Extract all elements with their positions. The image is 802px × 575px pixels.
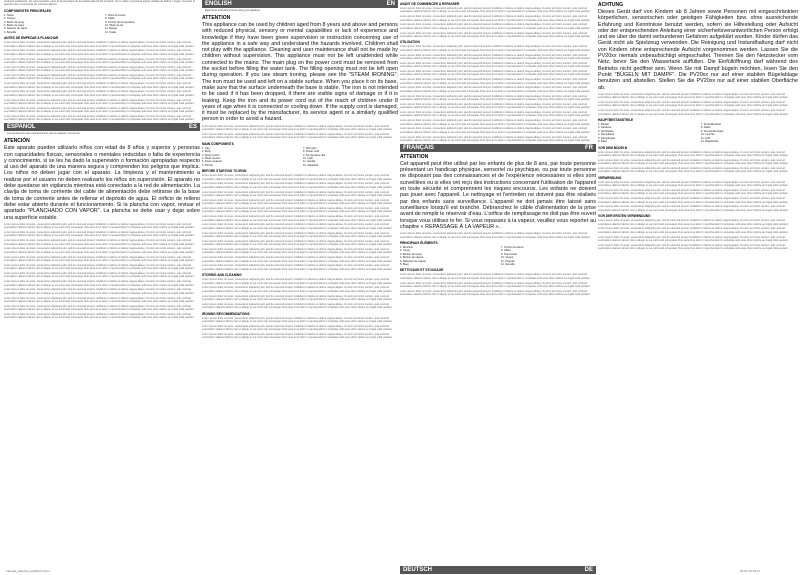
list-item: 6. Buse (400, 262, 409, 266)
list-item: 1. Bouchon (400, 245, 414, 249)
warning-title: ATTENTION (202, 15, 231, 21)
list-item: 10. Voyant (501, 256, 514, 260)
list-item: 10. Light (303, 156, 313, 160)
list-item: 7. Kontrollleuchte (701, 123, 722, 127)
list-item: 11. Griff (701, 136, 710, 140)
list-item: 1. Deckel (598, 123, 609, 127)
list-item: 9. Control de temperatura (105, 20, 135, 24)
list-item: 4. Dampftaste (598, 133, 615, 137)
list-item: 6. Boquilla (4, 30, 17, 34)
body-text: Lorem ipsum dolor sit amet, consectetur adipiscing elit, sed do eiusmod tempor incididunt ut labore et dolore magna aliqua. Ut enim ad minim veniam, quis nostrud exercitation ullamco laboris nisi ut aliquip ex ea commodo consequat. Duis aute irure dolor in reprehenderit in voluptate velit esse cillum dolore eu fugiat nulla pariatur. Lorem ipsum dolor sit amet, consectetur adipiscing elit, sed do eiusmod tempor incididunt ut labore et dolore magna aliqua. Ut enim ad minim veniam, quis nostrud exercitation ullamco laboris nisi ut aliquip ex ea commodo consequat. Duis aute irure dolor in reprehenderit in voluptate velit esse cillum dolore eu fugiat nulla pariatur. Lorem ipsum dolor sit amet, consectetur adipiscing elit, sed do eiusmod tempor incididunt ut labore et dolore magna aliqua. Ut enim ad minim veniam, quis nostrud exercitation ullamco laboris nisi ut aliquip ex ea commodo consequat. Duis aute irure dolor in reprehenderit in voluptate velit esse cillum dolore eu fugiat nulla pariatur. (598, 92, 789, 116)
list-item: 5. Dampfregler (598, 136, 616, 140)
use-title: UTILISATION (400, 40, 420, 45)
warning-text: Cet appareil peut être utilisé par les enfants de plus de 8 ans, par toute personne présentant un handicap physique, sensoriel ou psychique, ou par toute personne ne disposant pas des connaissances et de l'expérience nécessaires si elles sont surveillées ou si elles ont reçu des instructions concernant l'utilisation de l'appareil en toute sécurité et comprennent les risques encourus. Les enfants ne doivent pas jouer avec l'appareil. Le nettoyage et l'entretien ne doivent pas être réalisés par des enfants sans surveillance. L'appareil ne doit jamais être laissé sans surveillance lorsqu'il est branché. Débranchez le câble d'alimentation de la prise avant de remplir le réservoir d'eau. L'orifice de remplissage ne doit pas être ouvert lorsque vous utilisez le fer. Si vous repassez à la vapeur, veuillez vous reporter au chapitre « REPASSAGE À LA VAPEUR ». (400, 160, 596, 230)
warning-text: Este aparato pueden utilizarlo niños con edad de 8 años y superior y personas con capacidades físicas, sensoriales o mentales reducidas o falta de experiencia y conocimiento, si se les ha dado la supervisión o formación apropiadas respecto al uso del aparato de una manera segura y comprenden los peligros que implica. Los niños no deben jugar con el aparato. La limpieza y el mantenimiento a realizar por el usuario no deben realizarlo los niños sin supervisión. El aparato no debe quedarse sin vigilancia mientras está conectado a la red de alimentación. La clavija de toma de corriente del cable de alimentación debe retirarse de la base de toma de corriente antes de rellenar el depósito de agua. El orificio de relleno debe estar abierto durante el funcionamiento. Si la plancha con vapor, revisar el apartado "PLANCHADO CON VAPOR". La plancha se debe usar y dejar sobre una superficie estable. (4, 145, 200, 221)
components-title: MAIN COMPONENTS (202, 141, 234, 146)
list-item: 6. Nozzle (202, 163, 213, 167)
list-item: 8. Cable (105, 17, 115, 21)
list-item: 7. Témoin lumineux (501, 245, 524, 249)
list-item: 9. Thermostat (501, 252, 517, 256)
list-item: 7. Piloto luminoso (105, 13, 126, 17)
warning-title: ATENCIÓN (4, 138, 30, 145)
ironing-title: IRONING RECOMMENDATIONS (202, 311, 250, 316)
before-title: BEFORE STARTING TO IRON (202, 169, 247, 174)
body-text: Lorem ipsum dolor sit amet, consectetur adipiscing elit, sed do eiusmod tempor incididunt ut labore et dolore magna aliqua. Ut enim ad minim veniam, quis nostrud exercitation ullamco laboris nisi ut aliquip ex ea commodo consequat. Duis aute irure dolor in reprehenderit in voluptate velit esse cillum dolore eu fugiat nulla pariatur. Lorem ipsum dolor sit amet, consectetur adipiscing elit, sed do eiusmod tempor incididunt ut labore et dolore magna aliqua. Ut enim ad minim veniam, quis nostrud exercitation ullamco laboris nisi ut aliquip ex ea commodo consequat. Duis aute irure dolor in reprehenderit in voluptate velit esse cillum dolore eu fugiat nulla pariatur. Lorem ipsum dolor sit amet, consectetur adipiscing elit, sed do eiusmod tempor incididunt ut labore et dolore magna aliqua. Ut enim ad minim veniam, quis nostrud exercitation ullamco laboris nisi ut aliquip ex ea commodo consequat. Duis aute irure dolor in reprehenderit in voluptate velit esse cillum dolore eu fugiat nulla pariatur. Lorem ipsum dolor sit amet, consectetur adipiscing elit, sed do eiusmod tempor incididunt ut labore et dolore magna aliqua. Ut enim ad minim veniam, quis nostrud exercitation ullamco laboris nisi ut aliquip ex ea commodo consequat. Duis aute irure dolor in reprehenderit in voluptate velit esse cillum dolore eu fugiat nulla pariatur. Lorem ipsum dolor sit amet, consectetur adipiscing elit, sed do eiusmod tempor incididunt ut labore et dolore magna aliqua. Ut enim ad minim veniam, quis nostrud exercitation ullamco laboris nisi ut aliquip ex ea commodo consequat. Duis aute irure dolor in reprehenderit in voluptate velit esse cillum dolore eu fugiat nulla pariatur. Lorem ipsum dolor sit amet, consectetur adipiscing elit, sed do eiusmod tempor incididunt ut labore et dolore magna aliqua. Ut enim ad minim veniam, quis nostrud exercitation ullamco laboris nisi ut aliquip ex ea commodo consequat. Duis aute irure dolor in reprehenderit in voluptate velit esse cillum dolore eu fugiat nulla pariatur. Lorem ipsum dolor sit amet, consectetur adipiscing elit, sed do eiusmod tempor incididunt ut labore et dolore magna aliqua. Ut enim ad minim veniam, quis nostrud exercitation ullamco laboris nisi ut aliquip ex ea commodo consequat. Duis aute irure dolor in reprehenderit in voluptate velit esse cillum dolore eu fugiat nulla pariatur. Lorem ipsum dolor sit amet, consectetur adipiscing elit, sed do eiusmod tempor incididunt ut labore et dolore magna aliqua. Ut enim ad minim veniam, quis nostrud exercitation ullamco laboris nisi ut aliquip ex ea commodo consequat. Duis aute irure dolor in reprehenderit in voluptate velit esse cillum dolore eu fugiat nulla pariatur. Lorem ipsum dolor sit amet, consectetur adipiscing elit, sed do eiusmod tempor incididunt ut labore et dolore magna aliqua. Ut enim ad minim veniam, quis nostrud exercitation ullamco laboris nisi ut aliquip ex ea commodo consequat. Duis aute irure dolor in reprehenderit in voluptate velit esse cillum dolore eu fugiat nulla pariatur. Lorem ipsum dolor sit amet, consectetur adipiscing elit, sed do eiusmod tempor incididunt ut labore et dolore magna aliqua. Ut enim ad minim veniam, quis nostrud exercitation ullamco laboris nisi ut aliquip ex ea commodo consequat. Duis aute irure dolor in reprehenderit in voluptate velit esse cillum dolore eu fugiat nulla pariatur. (4, 41, 195, 122)
components-title: PRINCIPAUX ÉLÉMENTS (400, 240, 438, 245)
language-header-fr: FRANÇAIS FR (400, 144, 596, 152)
warning-title: ACHTUNG (598, 2, 623, 8)
list-item: 5. Sélecteur de vapeur (400, 259, 427, 263)
list-item: 11. Poignée (501, 259, 515, 263)
before-title: ANTES DE EMPEZAR A PLANCHAR (4, 36, 59, 41)
use-title: VERWENDUNG (598, 175, 622, 180)
list-item: 12. Semelle (501, 262, 515, 266)
body-text: Lorem ipsum dolor sit amet, consectetur adipiscing elit, sed do eiusmod tempor incididunt ut labore et dolore magna aliqua. Ut enim ad minim veniam, quis nostrud exercitation ullamco laboris nisi ut aliquip ex ea commodo consequat. Duis aute irure dolor in reprehenderit in voluptate velit esse cillum dolore eu fugiat nulla pariatur. Lorem ipsum dolor sit amet, consectetur adipiscing elit, sed do eiusmod tempor incididunt ut labore et dolore magna aliqua. Ut enim ad minim veniam, quis nostrud exercitation ullamco laboris nisi ut aliquip ex ea commodo consequat. Duis aute irure dolor in reprehenderit in voluptate velit esse cillum dolore eu fugiat nulla pariatur. Lorem ipsum dolor sit amet, consectetur adipiscing elit, sed do eiusmod tempor incididunt ut labore et dolore magna aliqua. Ut enim ad minim veniam, quis nostrud exercitation ullamco laboris nisi ut aliquip ex ea commodo consequat. Duis aute irure dolor in reprehenderit in voluptate velit esse cillum dolore eu fugiat nulla pariatur. Lorem ipsum dolor sit amet, consectetur adipiscing elit, sed do eiusmod tempor incididunt ut labore et dolore magna aliqua. Ut enim ad minim veniam, quis nostrud exercitation ullamco laboris nisi ut aliquip ex ea commodo consequat. Duis aute irure dolor in reprehenderit in voluptate velit esse cillum dolore eu fugiat nulla pariatur. Lorem ipsum dolor sit amet, consectetur adipiscing elit, sed do eiusmod tempor incididunt ut labore et dolore magna aliqua. Ut enim ad minim veniam, quis nostrud exercitation ullamco laboris nisi ut aliquip ex ea commodo consequat. Duis aute irure dolor in reprehenderit in voluptate velit esse cillum dolore eu fugiat nulla pariatur. Lorem ipsum dolor sit amet, consectetur adipiscing elit, sed do eiusmod tempor incididunt ut labore et dolore magna aliqua. Ut enim ad minim veniam, quis nostrud exercitation ullamco laboris nisi ut aliquip ex ea commodo consequat. Duis aute irure dolor in reprehenderit in voluptate velit esse cillum dolore eu fugiat nulla pariatur. Lorem ipsum dolor sit amet, consectetur adipiscing elit, sed do eiusmod tempor incididunt ut labore et dolore magna aliqua. Ut enim ad minim veniam, quis nostrud exercitation ullamco laboris nisi ut aliquip ex ea commodo consequat. Duis aute irure dolor in reprehenderit in voluptate velit esse cillum dolore eu fugiat nulla pariatur. Lorem ipsum dolor sit amet, consectetur adipiscing elit, sed do eiusmod tempor incididunt ut labore et dolore magna aliqua. Ut enim ad minim veniam, quis nostrud exercitation ullamco laboris nisi ut aliquip ex ea commodo consequat. Duis aute irure dolor in reprehenderit in voluptate velit esse cillum dolore eu fugiat nulla pariatur. Lorem ipsum dolor sit amet, consectetur adipiscing elit, sed do eiusmod tempor incididunt ut labore et dolore magna aliqua. Ut enim ad minim veniam, quis nostrud exercitation ullamco laboris nisi ut aliquip ex ea commodo consequat. Duis aute irure dolor in reprehenderit in voluptate velit esse cillum dolore eu fugiat nulla pariatur. Lorem ipsum dolor sit amet, consectetur adipiscing elit, sed do eiusmod tempor incididunt ut labore et dolore magna aliqua. Ut enim ad minim veniam, quis nostrud exercitation ullamco laboris nisi ut aliquip ex ea commodo consequat. Duis aute irure dolor in reprehenderit in voluptate velit esse cillum dolore eu fugiat nulla pariatur. Lorem ipsum dolor sit amet, consectetur adipiscing elit, sed do eiusmod tempor incididunt ut labore et dolore magna aliqua. Ut enim ad minim veniam, quis nostrud exercitation ullamco laboris nisi ut aliquip ex ea commodo consequat. Duis aute irure dolor in reprehenderit in voluptate velit esse cillum dolore eu fugiat nulla pariatur. Lorem ipsum dolor sit amet, consectetur adipiscing elit, sed do eiusmod tempor incididunt ut labore et dolore magna aliqua. Ut enim ad minim veniam, quis nostrud exercitation ullamco laboris nisi ut aliquip ex ea commodo consequat. Duis aute irure dolor in reprehenderit in voluptate velit esse cillum dolore eu fugiat nulla pariatur. (400, 45, 591, 143)
list-item: 2. Corps (400, 249, 410, 253)
components-title: COMPONENTES PRINCIPALES (4, 8, 52, 13)
body-text: Lorem ipsum dolor sit amet, consectetur adipiscing elit, sed do eiusmod tempor incididunt ut labore et dolore magna aliqua. Ut enim ad minim veniam, quis nostrud exercitation ullamco laboris nisi ut aliquip ex ea commodo consequat. Duis aute irure dolor in reprehenderit in voluptate velit esse cillum dolore eu fugiat nulla pariatur. Lorem ipsum dolor sit amet, consectetur adipiscing elit, sed do eiusmod tempor incididunt ut labore et dolore magna aliqua. Ut enim ad minim veniam, quis nostrud exercitation ullamco laboris nisi ut aliquip ex ea commodo consequat. Duis aute irure dolor in reprehenderit in voluptate velit esse cillum dolore eu fugiat nulla pariatur. Lorem ipsum dolor sit amet, consectetur adipiscing elit, sed do eiusmod tempor incididunt ut labore et dolore magna aliqua. Ut enim ad minim veniam, quis nostrud exercitation ullamco laboris nisi ut aliquip ex ea commodo consequat. Duis aute irure dolor in reprehenderit in voluptate velit esse cillum dolore eu fugiat nulla pariatur. (400, 273, 591, 297)
list-item: 5. Selector de vapor (4, 27, 28, 31)
body-text: Lorem ipsum dolor sit amet, consectetur adipiscing elit, sed do eiusmod tempor incididunt ut labore et dolore magna aliqua. Ut enim ad minim veniam, quis nostrud exercitation ullamco laboris nisi ut aliquip ex ea commodo consequat. Duis aute irure dolor in reprehenderit in voluptate velit esse cillum dolore eu fugiat nulla pariatur. Lorem ipsum dolor sit amet, consectetur adipiscing elit, sed do eiusmod tempor incididunt ut labore et dolore magna aliqua. Ut enim ad minim veniam, quis nostrud exercitation ullamco laboris nisi ut aliquip ex ea commodo consequat. Duis aute irure dolor in reprehenderit in voluptate velit esse cillum dolore eu fugiat nulla pariatur. Lorem ipsum dolor sit amet, consectetur adipiscing elit, sed do eiusmod tempor incididunt ut labore et dolore magna aliqua. Ut enim ad minim veniam, quis nostrud exercitation ullamco laboris nisi ut aliquip ex ea commodo consequat. Duis aute irure dolor in reprehenderit in voluptate velit esse cillum dolore eu fugiat nulla pariatur. Lorem ipsum dolor sit amet, consectetur adipiscing elit, sed do eiusmod tempor incididunt ut labore et dolore magna aliqua. Ut enim ad minim veniam, quis nostrud exercitation ullamco laboris nisi ut aliquip ex ea commodo consequat. Duis aute irure dolor in reprehenderit in voluptate velit esse cillum dolore eu fugiat nulla pariatur. Lorem ipsum dolor sit amet, consectetur adipiscing elit, sed do eiusmod tempor incididunt ut labore et dolore magna aliqua. Ut enim ad minim veniam, quis nostrud exercitation ullamco laboris nisi ut aliquip ex ea commodo consequat. Duis aute irure dolor in reprehenderit in voluptate velit esse cillum dolore eu fugiat nulla pariatur. Lorem ipsum dolor sit amet, consectetur adipiscing elit, sed do eiusmod tempor incididunt ut labore et dolore magna aliqua. Ut enim ad minim veniam, quis nostrud exercitation ullamco laboris nisi ut aliquip ex ea commodo consequat. Duis aute irure dolor in reprehenderit in voluptate velit esse cillum dolore eu fugiat nulla pariatur. Lorem ipsum dolor sit amet, consectetur adipiscing elit, sed do eiusmod tempor incididunt ut labore et dolore magna aliqua. Ut enim ad minim veniam, quis nostrud exercitation ullamco laboris nisi ut aliquip ex ea commodo consequat. Duis aute irure dolor in reprehenderit in voluptate velit esse cillum dolore eu fugiat nulla pariatur. Lorem ipsum dolor sit amet, consectetur adipiscing elit, sed do eiusmod tempor incididunt ut labore et dolore magna aliqua. Ut enim ad minim veniam, quis nostrud exercitation ullamco laboris nisi ut aliquip ex ea commodo consequat. Duis aute irure dolor in reprehenderit in voluptate velit esse cillum dolore eu fugiat nulla pariatur. Lorem ipsum dolor sit amet, consectetur adipiscing elit, sed do eiusmod tempor incididunt ut labore et dolore magna aliqua. Ut enim ad minim veniam, quis nostrud exercitation ullamco laboris nisi ut aliquip ex ea commodo consequat. Duis aute irure dolor in reprehenderit in voluptate velit esse cillum dolore eu fugiat nulla pariatur. Lorem ipsum dolor sit amet, consectetur adipiscing elit, sed do eiusmod tempor incididunt ut labore et dolore magna aliqua. Ut enim ad minim veniam, quis nostrud exercitation ullamco laboris nisi ut aliquip ex ea commodo consequat. Duis aute irure dolor in reprehenderit in voluptate velit esse cillum dolore eu fugiat nulla pariatur. Lorem ipsum dolor sit amet, consectetur adipiscing elit, sed do eiusmod tempor incididunt ut labore et dolore magna aliqua. Ut enim ad minim veniam, quis nostrud exercitation ullamco laboris nisi ut aliquip ex ea commodo consequat. Duis aute irure dolor in reprehenderit in voluptate velit esse cillum dolore eu fugiat nulla pariatur. Lorem ipsum dolor sit amet, consectetur adipiscing elit, sed do eiusmod tempor incididunt ut labore et dolore magna aliqua. Ut enim ad minim veniam, quis nostrud exercitation ullamco laboris nisi ut aliquip ex ea commodo consequat. Duis aute irure dolor in reprehenderit in voluptate velit esse cillum dolore eu fugiat nulla pariatur. (4, 222, 195, 320)
language-header-de-bottom: DEUTSCH DE (400, 566, 596, 574)
intro-text: producto evaluación. Ver para revisarla, junto al desempaque de la unidad vida útil del producto. No lo utilice si presenta signos visibles de daños o fugas. Conectar el aparato sólo a una fuente de corriente alterna. (4, 0, 195, 7)
list-item: 8. Kabel (701, 126, 711, 130)
list-item: 1. Cap (202, 146, 210, 150)
body-text: Lorem ipsum dolor sit amet, consectetur adipiscing elit, sed do eiusmod tempor incididunt ut labore et dolore magna aliqua. Ut enim ad minim veniam, quis nostrud exercitation ullamco laboris nisi ut aliquip ex ea commodo consequat. Duis aute irure dolor in reprehenderit in voluptate velit esse cillum dolore eu fugiat nulla pariatur. (400, 232, 591, 239)
warning-text: Dieses Gerät darf von Kindern ab 8 Jahren sowie Personen mit eingeschränkten körperlichen, sensorischen oder geistigen Fähigkeiten bzw. ohne ausreichende Erfahrung und Kenntnisse benutzt werden, sofern sie Hilfestellung oder Aufsicht oder der entsprechenden Anleitung einer sicherheitsverantwortlichen Person erfolgt und sie über die damit verbundenen Gefahren aufgeklärt wurden. Kinder dürfen das Gerät nicht als Spielzeug verwenden. Die Reinigung und Instandhaltung darf nicht von Kindern ohne entsprechende Aufsicht vorgenommen werden. Lassen Sie die PV20xx niemals unbeaufsichtigt eingeschaltet. Trennen Sie den Netzstecker vom Netz, bevor Sie den Wassertank auffüllen. Die Einfüllöffnung darf während des Betriebs nicht geöffnet sein. Wenn Sie mit Dampf bügeln möchten, lesen Sie den Punkt "BÜGELN MIT DAMPF". Die PV20xx nur auf einer stabilen Bügelablage benutzen und abstellen. Stellen Sie die PV20xx nur auf einer stabilen Oberfläche ab. (598, 9, 798, 91)
column-english (202, 0, 398, 575)
list-item: 5. Steam selector (202, 160, 223, 164)
subtitle-note: Read these instructions before using your appliance. (205, 9, 261, 12)
subtitle-note: Lea atentamente este manual antes de usar su aparato y consérvelo. (7, 132, 81, 136)
date-footer: 03.07.13 16:37 (740, 569, 761, 573)
list-item: 4. Steam button (202, 156, 221, 160)
column-german (598, 0, 798, 575)
body-text: Lorem ipsum dolor sit amet, consectetur adipiscing elit, sed do eiusmod tempor incididunt ut labore et dolore magna aliqua. Ut enim ad minim veniam, quis nostrud exercitation ullamco laboris nisi ut aliquip ex ea commodo consequat. Duis aute irure dolor in reprehenderit in voluptate velit esse cillum dolore eu fugiat nulla pariatur. Lorem ipsum dolor sit amet, consectetur adipiscing elit, sed do eiusmod tempor incididunt ut labore et dolore magna aliqua. Ut enim ad minim veniam, quis nostrud exercitation ullamco laboris nisi ut aliquip ex ea commodo consequat. Duis aute irure dolor in reprehenderit in voluptate velit esse cillum dolore eu fugiat nulla pariatur. Lorem ipsum dolor sit amet, consectetur adipiscing elit, sed do eiusmod tempor incididunt ut labore et dolore magna aliqua. Ut enim ad minim veniam, quis nostrud exercitation ullamco laboris nisi ut aliquip ex ea commodo consequat. Duis aute irure dolor in reprehenderit in voluptate velit esse cillum dolore eu fugiat nulla pariatur. Lorem ipsum dolor sit amet, consectetur adipiscing elit, sed do eiusmod tempor incididunt ut labore et dolore magna aliqua. Ut enim ad minim veniam, quis nostrud exercitation ullamco laboris nisi ut aliquip ex ea commodo consequat. Duis aute irure dolor in reprehenderit in voluptate velit esse cillum dolore eu fugiat nulla pariatur. (400, 7, 591, 39)
column-french (400, 0, 596, 575)
warning-title: ATTENTION (400, 153, 429, 160)
list-item: 3. Botón de spray (4, 20, 25, 24)
language-header-en: ENGLISH EN (202, 0, 398, 8)
warning-text: This appliance can be used by children aged from 8 years and above and persons with reduced physical, sensory or mental capabilities or lack of experience and knowledge if they have been given supervision or instruction concerning use of the appliance in a safe way and understand the hazards involved. Children shall not play with the appliance. Cleaning and user maintenance shall not be made by children without supervision. This appliance must not be left unattended while connected to the mains. The main plug on the power cord must be removed from the socket before filling the water tank. The filling opening must not be left open during operation. If you use steam ironing, please see the "STEAM IRONING". The iron must be used and left on a stable surface. When you place it on its base, make sure that the surface underneath the base is stable. The iron is not intended to be used if it has been dropped, if there are visible signs of damage or if it is leaking. Keep the iron and its power cord out of the reach of children under 8 years of age when it is connected or cooling down. If the supply cord is damaged, it must be replaced by the manufacturer, its service agent or a similarly qualified person in order to avoid a hazard. (202, 22, 398, 123)
list-item: 3. Bouton de spray (400, 252, 422, 256)
list-item: 8. Câble (501, 249, 511, 253)
list-item: 1. Tapón (4, 13, 14, 17)
first-use-title: VOR DER ERSTEN VERWENDUNG (598, 214, 651, 219)
body-text: Lorem ipsum dolor sit amet, consectetur adipiscing elit, sed do eiusmod tempor incididunt ut labore et dolore magna aliqua. Ut enim ad minim veniam, quis nostrud exercitation ullamco laboris nisi ut aliquip ex ea commodo consequat. Duis aute irure dolor in reprehenderit in voluptate velit esse cillum dolore eu fugiat nulla pariatur. Lorem ipsum dolor sit amet, consectetur adipiscing elit, sed do eiusmod tempor incididunt ut labore et dolore magna aliqua. Ut enim ad minim veniam, quis nostrud exercitation ullamco laboris nisi ut aliquip ex ea commodo consequat. Duis aute irure dolor in reprehenderit in voluptate velit esse cillum dolore eu fugiat nulla pariatur. (202, 124, 393, 140)
body-text: Lorem ipsum dolor sit amet, consectetur adipiscing elit, sed do eiusmod tempor incididunt ut labore et dolore magna aliqua. Ut enim ad minim veniam, quis nostrud exercitation ullamco laboris nisi ut aliquip ex ea commodo consequat. Duis aute irure dolor in reprehenderit in voluptate velit esse cillum dolore eu fugiat nulla pariatur. Lorem ipsum dolor sit amet, consectetur adipiscing elit, sed do eiusmod tempor incididunt ut labore et dolore magna aliqua. Ut enim ad minim veniam, quis nostrud exercitation ullamco laboris nisi ut aliquip ex ea commodo consequat. Duis aute irure dolor in reprehenderit in voluptate velit esse cillum dolore eu fugiat nulla pariatur. Lorem ipsum dolor sit amet, consectetur adipiscing elit, sed do eiusmod tempor incididunt ut labore et dolore magna aliqua. Ut enim ad minim veniam, quis nostrud exercitation ullamco laboris nisi ut aliquip ex ea commodo consequat. Duis aute irure dolor in reprehenderit in voluptate velit esse cillum dolore eu fugiat nulla pariatur. Lorem ipsum dolor sit amet, consectetur adipiscing elit, sed do eiusmod tempor incididunt ut labore et dolore magna aliqua. Ut enim ad minim veniam, quis nostrud exercitation ullamco laboris nisi ut aliquip ex ea commodo consequat. Duis aute irure dolor in reprehenderit in voluptate velit esse cillum dolore eu fugiat nulla pariatur. (598, 180, 789, 212)
list-item: 3. Spray button (202, 153, 220, 157)
list-item: 4. Botón de vapor (4, 24, 25, 28)
body-text: Lorem ipsum dolor sit amet, consectetur adipiscing elit, sed do eiusmod tempor incididunt ut labore et dolore magna aliqua. Ut enim ad minim veniam, quis nostrud exercitation ullamco laboris nisi ut aliquip ex ea commodo consequat. Duis aute irure dolor in reprehenderit in voluptate velit esse cillum dolore eu fugiat nulla pariatur. Lorem ipsum dolor sit amet, consectetur adipiscing elit, sed do eiusmod tempor incididunt ut labore et dolore magna aliqua. Ut enim ad minim veniam, quis nostrud exercitation ullamco laboris nisi ut aliquip ex ea commodo consequat. Duis aute irure dolor in reprehenderit in voluptate velit esse cillum dolore eu fugiat nulla pariatur. Lorem ipsum dolor sit amet, consectetur adipiscing elit, sed do eiusmod tempor incididunt ut labore et dolore magna aliqua. Ut enim ad minim veniam, quis nostrud exercitation ullamco laboris nisi ut aliquip ex ea commodo consequat. Duis aute irure dolor in reprehenderit in voluptate velit esse cillum dolore eu fugiat nulla pariatur. (202, 316, 393, 340)
body-text: Lorem ipsum dolor sit amet, consectetur adipiscing elit, sed do eiusmod tempor incididunt ut labore et dolore magna aliqua. Ut enim ad minim veniam, quis nostrud exercitation ullamco laboris nisi ut aliquip ex ea commodo consequat. Duis aute irure dolor in reprehenderit in voluptate velit esse cillum dolore eu fugiat nulla pariatur. Lorem ipsum dolor sit amet, consectetur adipiscing elit, sed do eiusmod tempor incididunt ut labore et dolore magna aliqua. Ut enim ad minim veniam, quis nostrud exercitation ullamco laboris nisi ut aliquip ex ea commodo consequat. Duis aute irure dolor in reprehenderit in voluptate velit esse cillum dolore eu fugiat nulla pariatur. Lorem ipsum dolor sit amet, consectetur adipiscing elit, sed do eiusmod tempor incididunt ut labore et dolore magna aliqua. Ut enim ad minim veniam, quis nostrud exercitation ullamco laboris nisi ut aliquip ex ea commodo consequat. Duis aute irure dolor in reprehenderit in voluptate velit esse cillum dolore eu fugiat nulla pariatur. Lorem ipsum dolor sit amet, consectetur adipiscing elit, sed do eiusmod tempor incididunt ut labore et dolore magna aliqua. Ut enim ad minim veniam, quis nostrud exercitation ullamco laboris nisi ut aliquip ex ea commodo consequat. Duis aute irure dolor in reprehenderit in voluptate velit esse cillum dolore eu fugiat nulla pariatur. (598, 219, 789, 251)
list-item: 11. Handle (303, 160, 316, 164)
before-title: VOR DEM BÜGELN (598, 145, 628, 150)
list-item: 4. Bouton de vapeur (400, 256, 424, 260)
list-item: 12. Suela (105, 30, 116, 34)
components-list (202, 147, 398, 167)
start-title: AVANT DE COMMENCER À REPASSER (400, 2, 460, 6)
list-item: 2. Body (202, 150, 211, 154)
list-item: 12. Bügelsohle (701, 140, 719, 144)
body-text: Lorem ipsum dolor sit amet, consectetur adipiscing elit, sed do eiusmod tempor incididunt ut labore et dolore magna aliqua. Ut enim ad minim veniam, quis nostrud exercitation ullamco laboris nisi ut aliquip ex ea commodo consequat. Duis aute irure dolor in reprehenderit in voluptate velit esse cillum dolore eu fugiat nulla pariatur. Lorem ipsum dolor sit amet, consectetur adipiscing elit, sed do eiusmod tempor incididunt ut labore et dolore magna aliqua. Ut enim ad minim veniam, quis nostrud exercitation ullamco laboris nisi ut aliquip ex ea commodo consequat. Duis aute irure dolor in reprehenderit in voluptate velit esse cillum dolore eu fugiat nulla pariatur. Lorem ipsum dolor sit amet, consectetur adipiscing elit, sed do eiusmod tempor incididunt ut labore et dolore magna aliqua. Ut enim ad minim veniam, quis nostrud exercitation ullamco laboris nisi ut aliquip ex ea commodo consequat. Duis aute irure dolor in reprehenderit in voluptate velit esse cillum dolore eu fugiat nulla pariatur. (598, 150, 789, 174)
column-spanish (4, 0, 200, 575)
components-list (4, 14, 200, 34)
list-item: 11. Mango (105, 27, 118, 31)
list-item: 10. Piloto de luz (105, 24, 124, 28)
body-text: Lorem ipsum dolor sit amet, consectetur adipiscing elit, sed do eiusmod tempor incididunt ut labore et dolore magna aliqua. Ut enim ad minim veniam, quis nostrud exercitation ullamco laboris nisi ut aliquip ex ea commodo consequat. Duis aute irure dolor in reprehenderit in voluptate velit esse cillum dolore eu fugiat nulla pariatur. Lorem ipsum dolor sit amet, consectetur adipiscing elit, sed do eiusmod tempor incididunt ut labore et dolore magna aliqua. Ut enim ad minim veniam, quis nostrud exercitation ullamco laboris nisi ut aliquip ex ea commodo consequat. Duis aute irure dolor in reprehenderit in voluptate velit esse cillum dolore eu fugiat nulla pariatur. Lorem ipsum dolor sit amet, consectetur adipiscing elit, sed do eiusmod tempor incididunt ut labore et dolore magna aliqua. Ut enim ad minim veniam, quis nostrud exercitation ullamco laboris nisi ut aliquip ex ea commodo consequat. Duis aute irure dolor in reprehenderit in voluptate velit esse cillum dolore eu fugiat nulla pariatur. Lorem ipsum dolor sit amet, consectetur adipiscing elit, sed do eiusmod tempor incididunt ut labore et dolore magna aliqua. Ut enim ad minim veniam, quis nostrud exercitation ullamco laboris nisi ut aliquip ex ea commodo consequat. Duis aute irure dolor in reprehenderit in voluptate velit esse cillum dolore eu fugiat nulla pariatur. Lorem ipsum dolor sit amet, consectetur adipiscing elit, sed do eiusmod tempor incididunt ut labore et dolore magna aliqua. Ut enim ad minim veniam, quis nostrud exercitation ullamco laboris nisi ut aliquip ex ea commodo consequat. Duis aute irure dolor in reprehenderit in voluptate velit esse cillum dolore eu fugiat nulla pariatur. Lorem ipsum dolor sit amet, consectetur adipiscing elit, sed do eiusmod tempor incididunt ut labore et dolore magna aliqua. Ut enim ad minim veniam, quis nostrud exercitation ullamco laboris nisi ut aliquip ex ea commodo consequat. Duis aute irure dolor in reprehenderit in voluptate velit esse cillum dolore eu fugiat nulla pariatur. Lorem ipsum dolor sit amet, consectetur adipiscing elit, sed do eiusmod tempor incididunt ut labore et dolore magna aliqua. Ut enim ad minim veniam, quis nostrud exercitation ullamco laboris nisi ut aliquip ex ea commodo consequat. Duis aute irure dolor in reprehenderit in voluptate velit esse cillum dolore eu fugiat nulla pariatur. Lorem ipsum dolor sit amet, consectetur adipiscing elit, sed do eiusmod tempor incididunt ut labore et dolore magna aliqua. Ut enim ad minim veniam, quis nostrud exercitation ullamco laboris nisi ut aliquip ex ea commodo consequat. Duis aute irure dolor in reprehenderit in voluptate velit esse cillum dolore eu fugiat nulla pariatur. Lorem ipsum dolor sit amet, consectetur adipiscing elit, sed do eiusmod tempor incididunt ut labore et dolore magna aliqua. Ut enim ad minim veniam, quis nostrud exercitation ullamco laboris nisi ut aliquip ex ea commodo consequat. Duis aute irure dolor in reprehenderit in voluptate velit esse cillum dolore eu fugiat nulla pariatur. Lorem ipsum dolor sit amet, consectetur adipiscing elit, sed do eiusmod tempor incididunt ut labore et dolore magna aliqua. Ut enim ad minim veniam, quis nostrud exercitation ullamco laboris nisi ut aliquip ex ea commodo consequat. Duis aute irure dolor in reprehenderit in voluptate velit esse cillum dolore eu fugiat nulla pariatur. Lorem ipsum dolor sit amet, consectetur adipiscing elit, sed do eiusmod tempor incididunt ut labore et dolore magna aliqua. Ut enim ad minim veniam, quis nostrud exercitation ullamco laboris nisi ut aliquip ex ea commodo consequat. Duis aute irure dolor in reprehenderit in voluptate velit esse cillum dolore eu fugiat nulla pariatur. Lorem ipsum dolor sit amet, consectetur adipiscing elit, sed do eiusmod tempor incididunt ut labore et dolore magna aliqua. Ut enim ad minim veniam, quis nostrud exercitation ullamco laboris nisi ut aliquip ex ea commodo consequat. Duis aute irure dolor in reprehenderit in voluptate velit esse cillum dolore eu fugiat nulla pariatur. (202, 174, 393, 271)
list-item: 9. Temperaturregler (701, 129, 724, 133)
parts-list (598, 123, 798, 143)
list-item: 12. Soleplate (303, 163, 319, 167)
list-item: 2. Gehäuse (598, 126, 612, 130)
list-item: 7. Pilot light (303, 146, 317, 150)
parts-title: HAUPTBESTANDTEILE (598, 118, 634, 123)
list-item: 8. Power cord (303, 150, 320, 154)
storing-title: STORING AND CLEANING (202, 273, 242, 278)
file-footer: manual_plancha_cap2011.indd 1 (6, 569, 50, 573)
body-text: Lorem ipsum dolor sit amet, consectetur adipiscing elit, sed do eiusmod tempor incididunt ut labore et dolore magna aliqua. Ut enim ad minim veniam, quis nostrud exercitation ullamco laboris nisi ut aliquip ex ea commodo consequat. Duis aute irure dolor in reprehenderit in voluptate velit esse cillum dolore eu fugiat nulla pariatur. Lorem ipsum dolor sit amet, consectetur adipiscing elit, sed do eiusmod tempor incididunt ut labore et dolore magna aliqua. Ut enim ad minim veniam, quis nostrud exercitation ullamco laboris nisi ut aliquip ex ea commodo consequat. Duis aute irure dolor in reprehenderit in voluptate velit esse cillum dolore eu fugiat nulla pariatur. Lorem ipsum dolor sit amet, consectetur adipiscing elit, sed do eiusmod tempor incididunt ut labore et dolore magna aliqua. Ut enim ad minim veniam, quis nostrud exercitation ullamco laboris nisi ut aliquip ex ea commodo consequat. Duis aute irure dolor in reprehenderit in voluptate velit esse cillum dolore eu fugiat nulla pariatur. Lorem ipsum dolor sit amet, consectetur adipiscing elit, sed do eiusmod tempor incididunt ut labore et dolore magna aliqua. Ut enim ad minim veniam, quis nostrud exercitation ullamco laboris nisi ut aliquip ex ea commodo consequat. Duis aute irure dolor in reprehenderit in voluptate velit esse cillum dolore eu fugiat nulla pariatur. (202, 278, 393, 310)
language-header-es: ESPAÑOL ES (4, 123, 200, 131)
cleaning-title: NETTOYAGE ET STOCKAGE (400, 268, 444, 273)
list-item: 3. Sprühtaste (598, 129, 614, 133)
list-item: 9. Temperature dial (303, 153, 326, 157)
list-item: 6. Düse (598, 140, 607, 144)
list-item: 2. Cuerpo (4, 17, 16, 21)
list-item: 10. Leuchte (701, 133, 715, 137)
components-list (400, 246, 596, 266)
